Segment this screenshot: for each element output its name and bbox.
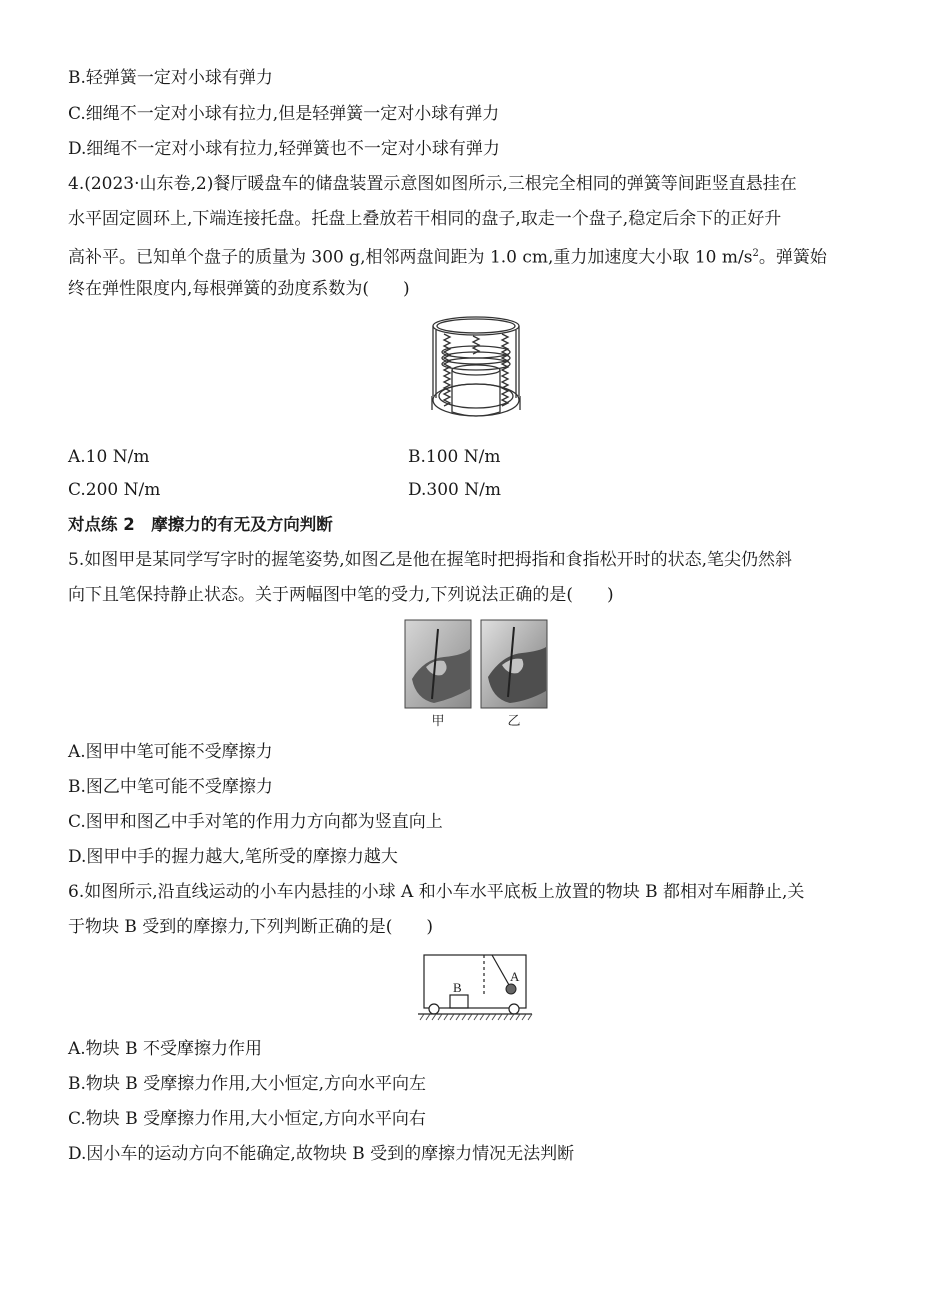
q6-cart-figure	[416, 952, 534, 1024]
q5-option-c: C.图甲和图乙中手对笔的作用力方向都为竖直向上	[68, 812, 443, 832]
q4-stem-line1: 4.(2023·山东卷,2)餐厅暖盘车的储盘装置示意图如图所示,三根完全相同的弹簧等间距竖直悬挂在	[68, 174, 797, 194]
q4-plate-warmer-figure	[424, 312, 528, 428]
q6-stem-line2: 于物块 B 受到的摩擦力,下列判断正确的是( )	[68, 917, 433, 937]
q6-option-b: B.物块 B 受摩擦力作用,大小恒定,方向水平向左	[68, 1074, 427, 1094]
q6-label-ball-a: A	[510, 969, 520, 984]
q6-option-d: D.因小车的运动方向不能确定,故物块 B 受到的摩擦力情况无法判断	[68, 1144, 575, 1164]
q6-option-c: C.物块 B 受摩擦力作用,大小恒定,方向水平向右	[68, 1109, 426, 1129]
q4-option-c: C.200 N/m	[68, 480, 161, 500]
q5-option-d: D.图甲中手的握力越大,笔所受的摩擦力越大	[68, 847, 398, 867]
q6-stem-line1: 6.如图所示,沿直线运动的小车内悬挂的小球 A 和小车水平底板上放置的物块 B 都相对车厢静止,关	[68, 882, 805, 902]
q5-stem-line2: 向下且笔保持静止状态。关于两幅图中笔的受力,下列说法正确的是( )	[68, 585, 614, 605]
q5-stem-line1: 5.如图甲是某同学写字时的握笔姿势,如图乙是他在握笔时把拇指和食指松开时的状态,笔尖仍然斜	[68, 550, 793, 570]
q3-option-c: C.细绳不一定对小球有拉力,但是轻弹簧一定对小球有弹力	[68, 104, 500, 124]
q3-option-b: B.轻弹簧一定对小球有弹力	[68, 68, 273, 88]
q5-fig-label-left: 甲	[431, 714, 445, 729]
q6-option-a: A.物块 B 不受摩擦力作用	[68, 1039, 262, 1059]
q5-pen-grip-photos	[404, 619, 550, 731]
q4-option-a: A.10 N/m	[68, 447, 150, 467]
q4-stem-superscript: 2	[752, 248, 759, 259]
q5-option-b: B.图乙中笔可能不受摩擦力	[68, 777, 273, 797]
q4-option-b: B.100 N/m	[408, 447, 501, 467]
q6-label-block-b: B	[453, 980, 462, 995]
q4-option-d: D.300 N/m	[408, 480, 502, 500]
q3-option-d: D.细绳不一定对小球有拉力,轻弹簧也不一定对小球有弹力	[68, 139, 500, 159]
q4-stem-line3-part1: 高补平。已知单个盘子的质量为 300 g,相邻两盘间距为 1.0 cm,重力加速度大小取 10 m/s	[68, 247, 753, 268]
q4-stem-line2: 水平固定圆环上,下端连接托盘。托盘上叠放若干相同的盘子,取走一个盘子,稳定后余下的正好升	[68, 209, 782, 229]
q4-stem-line4: 终在弹性限度内,每根弹簧的劲度系数为( )	[68, 279, 410, 299]
section-heading: 对点练 2 摩擦力的有无及方向判断	[68, 515, 333, 534]
q4-stem-line3-part2: 。弹簧始	[758, 247, 827, 268]
q4-stem-line3	[68, 243, 827, 269]
q5-option-a: A.图甲中笔可能不受摩擦力	[68, 742, 273, 762]
q5-fig-label-right: 乙	[507, 714, 521, 729]
